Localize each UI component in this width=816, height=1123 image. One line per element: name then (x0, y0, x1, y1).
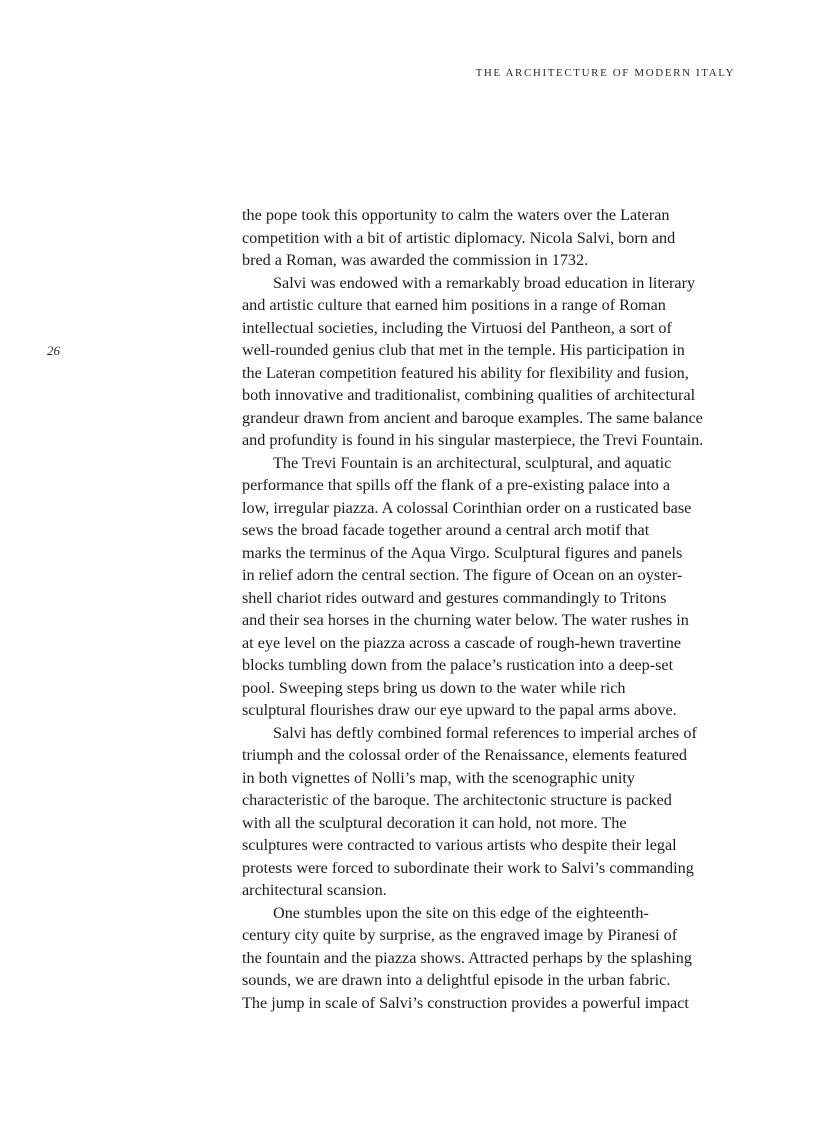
text-line: sews the broad facade together around a central arch motif that (242, 521, 650, 539)
running-header: THE ARCHITECTURE OF MODERN ITALY (475, 67, 735, 79)
paragraph-start-line: Salvi was endowed with a remarkably broad education in literary (273, 273, 696, 292)
text-line: well-rounded genius club that met in the temple. His participation in (242, 341, 685, 359)
text-line: with all the sculptural decoration it can hold, not more. The (242, 813, 627, 832)
text-line: blocks tumbling down from the palace’s rustication into a deep-set (242, 656, 674, 674)
paragraph-start-line: One stumbles upon the site on this edge of the eighteenth- (273, 903, 649, 922)
text-line: architectural scansion. (242, 881, 387, 899)
text-line: both innovative and traditionalist, combining qualities of architectural (242, 386, 696, 404)
text-line: the pope took this opportunity to calm the waters over the Lateran (242, 206, 670, 224)
text-line: competition with a bit of artistic diplomacy. Nicola Salvi, born and (242, 228, 676, 247)
text-line: bred a Roman, was awarded the commission in 1732. (242, 251, 589, 269)
text-line: grandeur drawn from ancient and baroque examples. The same balance (242, 408, 703, 427)
text-line: at eye level on the piazza across a cascade of rough-hewn travertine (242, 633, 682, 652)
text-line: protests were forced to subordinate their work to Salvi’s commanding (242, 858, 694, 877)
text-line: intellectual societies, including the Virtuosi del Pantheon, a sort of (242, 318, 672, 337)
text-line: in relief adorn the central section. The figure of Ocean on an oyster- (242, 566, 683, 584)
text-line: and artistic culture that earned him positions in a range of Roman (242, 296, 666, 314)
text-line: and their sea horses in the churning water below. The water rushes in (242, 611, 689, 629)
body-text (242, 204, 742, 1014)
text-line: sounds, we are drawn into a delightful episode in the urban fabric. (242, 971, 671, 989)
text-line: the fountain and the piazza shows. Attracted perhaps by the splashing (242, 948, 692, 967)
paragraph-start-line: Salvi has deftly combined formal references to imperial arches of (273, 723, 697, 742)
text-line: in both vignettes of Nolli’s map, with the scenographic unity (242, 768, 635, 787)
text-line: sculptural flourishes draw our eye upward to the papal arms above. (242, 701, 677, 719)
text-line: pool. Sweeping steps bring us down to the water while rich (242, 678, 626, 697)
text-line: the Lateran competition featured his ability for flexibility and fusion, (242, 363, 689, 382)
text-line: century city quite by surprise, as the engraved image by Piranesi of (242, 926, 678, 944)
text-line: triumph and the colossal order of the Renaissance, elements featured (242, 746, 687, 764)
text-line: sculptures were contracted to various artists who despite their legal (242, 836, 677, 854)
text-line: The jump in scale of Salvi’s construction provides a powerful impact (242, 993, 689, 1012)
paragraph-start-line: The Trevi Fountain is an architectural, sculptural, and aquatic (273, 453, 672, 472)
text-line: low, irregular piazza. A colossal Corinthian order on a rusticated base (242, 498, 692, 517)
text-line: marks the terminus of the Aqua Virgo. Sculptural figures and panels (242, 543, 683, 562)
text-line: characteristic of the baroque. The architectonic structure is packed (242, 791, 672, 809)
text-line: and profundity is found in his singular masterpiece, the Trevi Fountain. (242, 431, 704, 449)
page-number: 26 (47, 343, 60, 358)
text-line: shell chariot rides outward and gestures commandingly to Tritons (242, 588, 667, 607)
text-line: performance that spills off the flank of a pre-existing palace into a (242, 476, 671, 494)
